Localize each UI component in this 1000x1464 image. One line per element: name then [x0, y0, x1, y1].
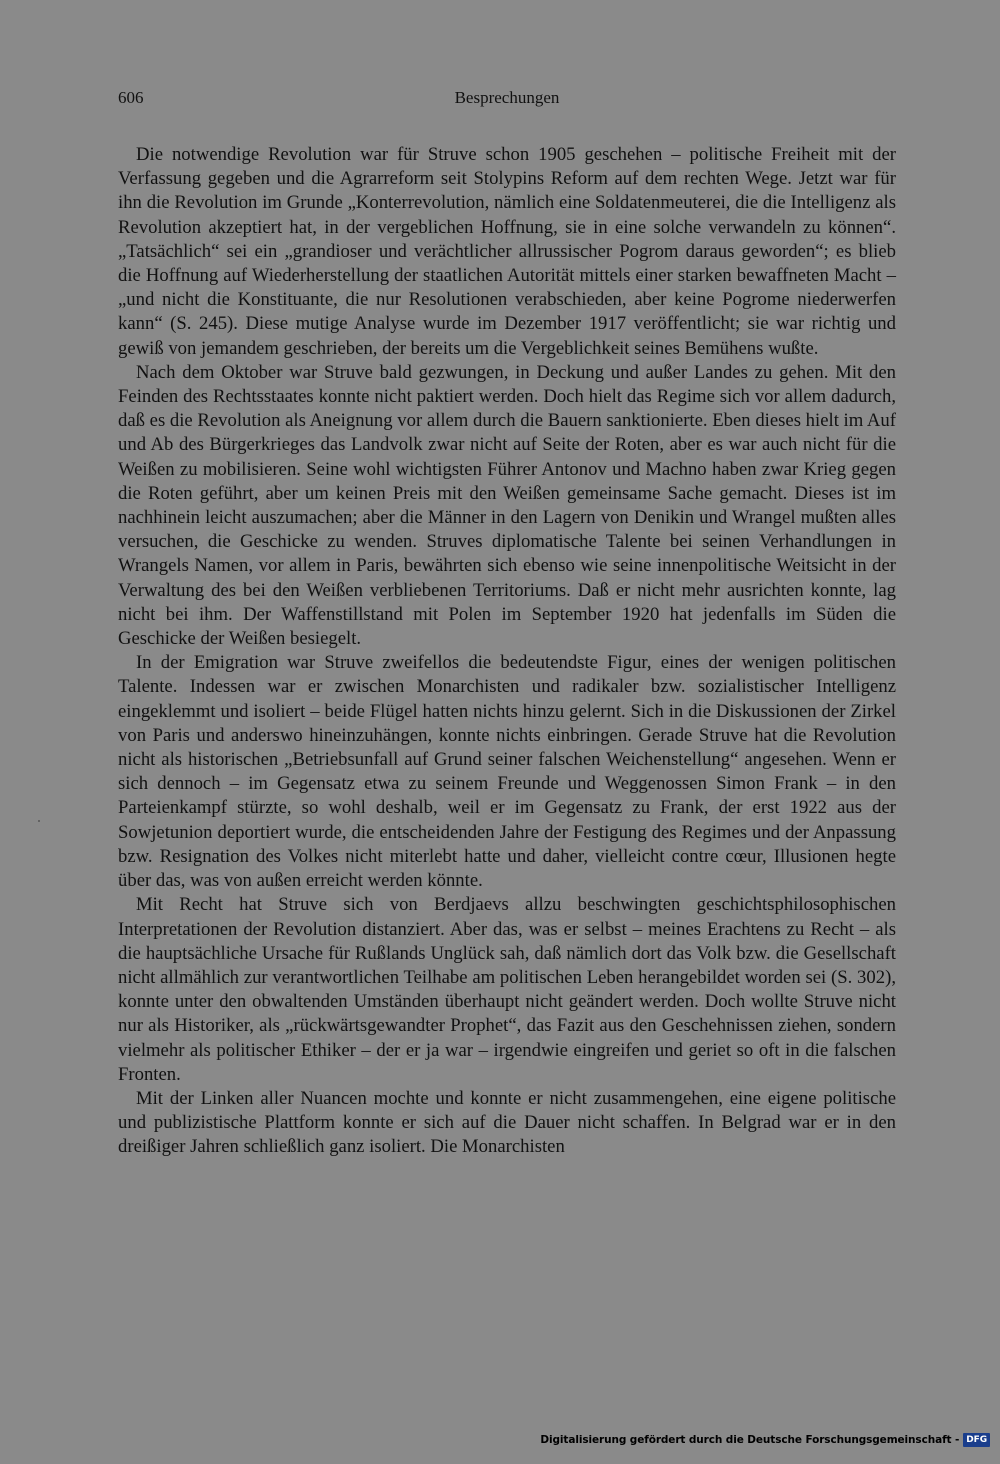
- paragraph: Mit der Linken aller Nuancen mochte und konnte er nicht zusammengehen, eine eigene politische und publizistische Plattform konnte er sich auf die Dauer nicht schaffen. In Belgrad war er in den dreißiger Jahren schließlich ganz isoliert. Die Monarchisten: [118, 1087, 896, 1158]
- article-body: [118, 143, 896, 1160]
- dfg-logo-icon: DFG: [963, 1433, 990, 1447]
- scan-speck: [38, 820, 40, 822]
- running-head: Besprechungen: [454, 88, 560, 107]
- credit-text: Digitalisierung gefördert durch die Deutsche Forschungsgemeinschaft -: [540, 1434, 960, 1446]
- paragraph: Nach dem Oktober war Struve bald gezwungen, in Deckung und außer Landes zu gehen. Mit den Feinden des Rechtsstaates konnte nicht paktiert werden. Doch hielt das Regime sich vor allem dadurch, daß es die Revolution als Aneignung vor allem durch die Bauern sanktionierte. Eben dieses hielt im Auf und Ab des Bürgerkrieges das Landvolk zwar nicht auf Seite der Roten, aber es war auch nicht für die Weißen zu mobilisieren. Seine wohl wichtigsten Führer Antonov und Machno haben zwar Krieg gegen die Roten geführt, aber um keinen Preis mit den Weißen gemeinsame Sache gemacht. Dieses ist im nachhinein leicht auszumachen; aber die Männer in den Lagern von Denikin und Wrangel mußten alles versuchen, die Geschicke zu wenden. Struves diplomatische Talente bei seinen Verhandlungen in Wrangels Namen, vor allem in Paris, bewährten sich ebenso wie seine innenpolitische Weitsicht in der Verwaltung des bei den Weißen verbliebenen Territoriums. Daß er nicht mehr ausrichten konnte, lag nicht bei ihm. Der Waffenstillstand mit Polen im September 1920 hat jedenfalls im Süden die Geschicke der Weißen besiegelt.: [118, 361, 896, 650]
- paragraph: Mit Recht hat Struve sich von Berdjaevs allzu beschwingten geschichtsphilosophischen Interpretationen der Revolution distanziert. Aber das, was er selbst – meines Erachtens zu Recht – als die hauptsächliche Ursache für Rußlands Unglück sah, daß nämlich dort das Volk bzw. die Gesellschaft nicht allmählich zur verantwortlichen Teilhabe am politischen Leben herangebildet worden sei (S. 302), konnte unter den obwaltenden Umständen überhaupt nicht geändert werden. Doch wollte Struve nicht nur als Historiker, als „rückwärtsgewandter Prophet“, das Fazit aus den Geschehnissen ziehen, sondern vielmehr als politischer Ethiker – der er ja war – irgendwie eingreifen und geriet so oft in die falschen Fronten.: [118, 894, 896, 1085]
- page-number: 606: [118, 88, 144, 107]
- digitization-credit: [540, 1432, 990, 1448]
- paragraph: In der Emigration war Struve zweifellos die bedeutendste Figur, eines der wenigen politischen Talente. Indessen war er zwischen Monarchisten und radikaler bzw. sozialistischer Intelligenz eingeklemmt und isoliert – beide Flügel hatten nichts hinzu gelernt. Sich in die Diskussionen der Zirkel von Paris und anderswo hineinzuhängen, konnte nichts einbringen. Gerade Struve hat die Revolution nicht als historischen „Betriebsunfall auf Grund seiner falschen Weichenstellung“ angesehen. Wenn er sich dennoch – im Gegensatz etwa zu seinem Freunde und Weggenossen Simon Frank – in den Parteienkampf stürzte, so wohl deshalb, weil er im Gegensatz zu Frank, der erst 1922 aus der Sowjetunion deportiert wurde, die entscheidenden Jahre der Festigung des Regimes und der Anpassung bzw. Resignation des Volkes nicht miterlebt hatte und daher, vielleicht contre cœur, Illusionen hegte über das, was von außen erreicht werden könnte.: [118, 652, 896, 892]
- paragraph: Die notwendige Revolution war für Struve schon 1905 geschehen – politische Freiheit mit der Verfassung gegeben und die Agrarreform seit Stolypins Reform auf dem rechten Wege. Jetzt war für ihn die Revolution im Grunde „Konterrevolution, nämlich eine Soldatenmeuterei, die die Intelligenz als Revolution akzeptiert hat, in der vergeblichen Hoffnung, sie in eine solche verwandeln zu können“. „Tatsächlich“ sei ein „grandioser und verächtlicher allrussischer Pogrom daraus geworden“; es blieb die Hoffnung auf Wiederherstellung der staatlichen Autorität mittels einer starken bewaffneten Macht – „und nicht die Konstituante, die nur Resolutionen verabschieden, aber keine Pogrome niederwerfen kann“ (S. 245). Diese mutige Analyse wurde im Dezember 1917 veröffentlicht; sie war richtig und gewiß von jemandem geschrieben, der bereits um die Vergeblichkeit seines Bemühens wußte.: [118, 144, 896, 359]
- page-header: [118, 88, 896, 114]
